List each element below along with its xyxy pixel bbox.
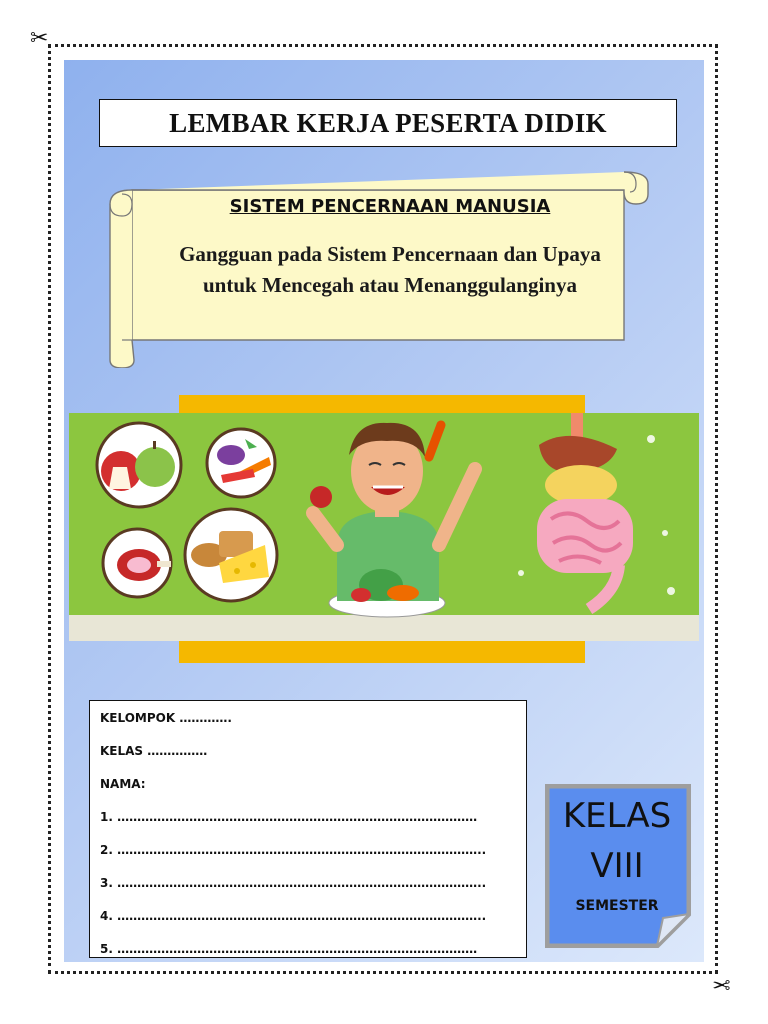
badge-grade: VIII <box>590 846 644 886</box>
member-line-3[interactable]: 3. ……………………………………………………………………………….. <box>100 876 487 890</box>
scissors-icon: ✂ <box>30 26 49 51</box>
digestion-illustration <box>69 395 699 663</box>
bread-cheese-icon <box>185 509 277 601</box>
scissors-icon: ✂ <box>712 974 731 999</box>
student-info-box <box>89 700 527 958</box>
badge-semester: SEMESTER <box>575 898 659 914</box>
member-line-1[interactable]: 1. ……………………………………………………………………………… <box>100 810 478 824</box>
member-line-4[interactable]: 4. ……………………………………………………………………………….. <box>100 909 487 923</box>
member-line-5[interactable]: 5. ……………………………………………………………………………… <box>100 942 478 956</box>
page-title: LEMBAR KERJA PESERTA DIDIK <box>169 107 607 138</box>
kelompok-field[interactable]: KELOMPOK …………. <box>100 711 232 725</box>
member-line-2[interactable]: 2. ……………………………………………………………………………….. <box>100 843 487 857</box>
title-box <box>99 99 677 147</box>
scroll-subtitle: Gangguan pada Sistem Pencernaan dan Upaya untuk Mencegah atau Menanggulanginya <box>179 242 601 297</box>
badge-kelas: KELAS <box>562 796 672 836</box>
meat-icon <box>103 529 171 597</box>
nama-label: NAMA: <box>100 777 146 791</box>
kelas-field[interactable]: KELAS …………… <box>100 744 208 758</box>
scroll-heading: SISTEM PENCERNAAN MANUSIA <box>229 196 551 217</box>
apple-icon <box>97 423 181 507</box>
vegetables-icon <box>207 429 275 497</box>
banner-table <box>69 615 699 641</box>
